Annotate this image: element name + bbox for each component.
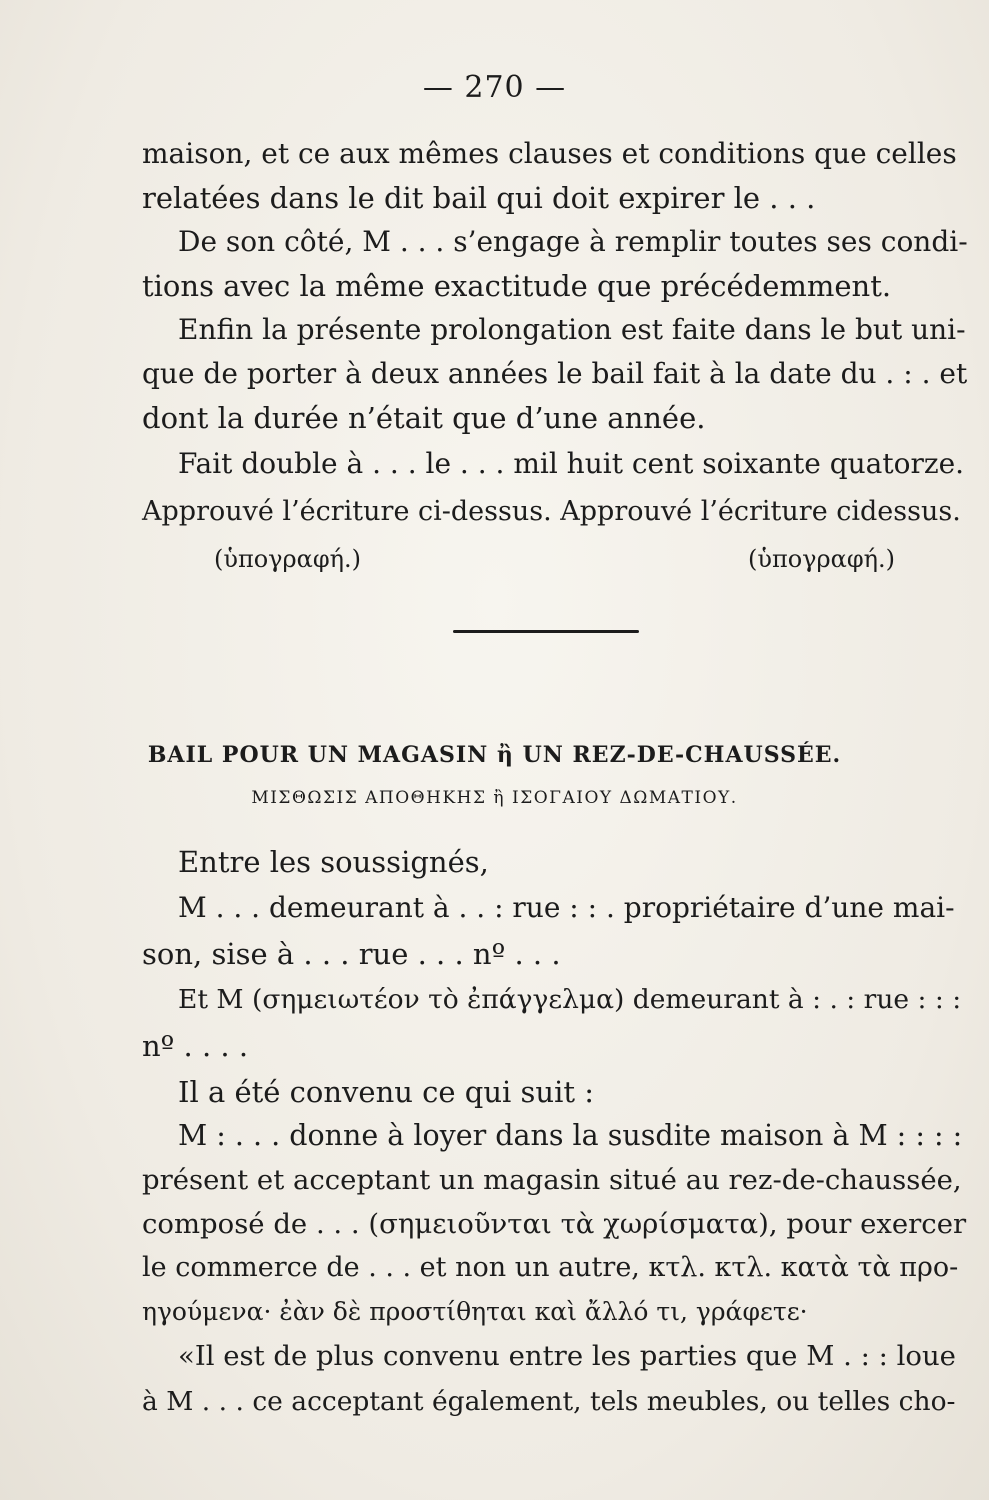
text-line: ηγούμενα· ἐὰν δὲ προστίθηται καὶ ἄλλό τι, γράφετε· <box>142 1297 808 1326</box>
text-line: Il a été convenu ce qui suit : <box>178 1075 594 1109</box>
text-line: M : . . . donne à loyer dans la susdite maison à M : : : : <box>178 1119 963 1152</box>
text-line: Enfin la présente prolongation est faite dans le but uni- <box>178 313 966 346</box>
page-number: — 270 — <box>422 70 567 105</box>
section-heading-greek: ΜΙΣΘΩΣΙΣ ΑΠΟΘΗΚΗΣ ἢ ΙΣΟΓΑΙΟΥ ΔΩΜΑΤΙΟΥ. <box>251 788 738 808</box>
text-line: son, sise à . . . rue . . . nº . . . <box>142 937 561 971</box>
text-line: que de porter à deux années le bail fait à la date du . : . et <box>142 357 968 390</box>
text-line: relatées dans le dit bail qui doit expirer le . . . <box>142 181 816 215</box>
text-line: maison, et ce aux mêmes clauses et conditions que celles <box>142 137 957 170</box>
text-line: Et M (σημειωτέον τὸ ἐπάγγελμα) demeurant à : . : rue : : : <box>178 984 962 1015</box>
text-line: tions avec la même exactitude que précédemment. <box>142 269 892 303</box>
text-line: présent et acceptant un magasin situé au rez-de-chaussée, <box>142 1164 962 1196</box>
text-line: Fait double à . . . le . . . mil huit cent soixante quatorze. <box>178 447 965 480</box>
text-line: dont la durée n’était que d’une année. <box>142 401 706 435</box>
text-line: à M . . . ce acceptant également, tels meubles, ou telles cho- <box>142 1386 956 1417</box>
signature-left: (ὑπογραφή.) <box>214 545 362 573</box>
signature-right: (ὑπογραφή.) <box>748 545 896 573</box>
text-line: «Il est de plus convenu entre les parties que M . : : loue <box>178 1340 956 1372</box>
text-line: le commerce de . . . et non un autre, κτλ. κτλ. κατὰ τὰ προ- <box>142 1252 959 1283</box>
section-heading-french: BAIL POUR UN MAGASIN ἢ UN REZ-DE-CHAUSSÉE. <box>147 742 842 768</box>
text-line: Approuvé l’écriture ci-dessus. Approuvé l’écriture cidessus. <box>142 496 961 527</box>
text-line: composé de . . . (σημειοῦνται τὰ χωρίσματα), pour exercer <box>142 1208 967 1240</box>
text-line: De son côté, M . . . s’engage à remplir toutes ses condi- <box>178 225 968 258</box>
section-divider <box>453 630 639 633</box>
text-line: nº . . . . <box>142 1029 249 1063</box>
text-line: M . . . demeurant à . . : rue : : . propriétaire d’une mai- <box>178 891 955 924</box>
text-line: Entre les soussignés, <box>178 845 489 879</box>
